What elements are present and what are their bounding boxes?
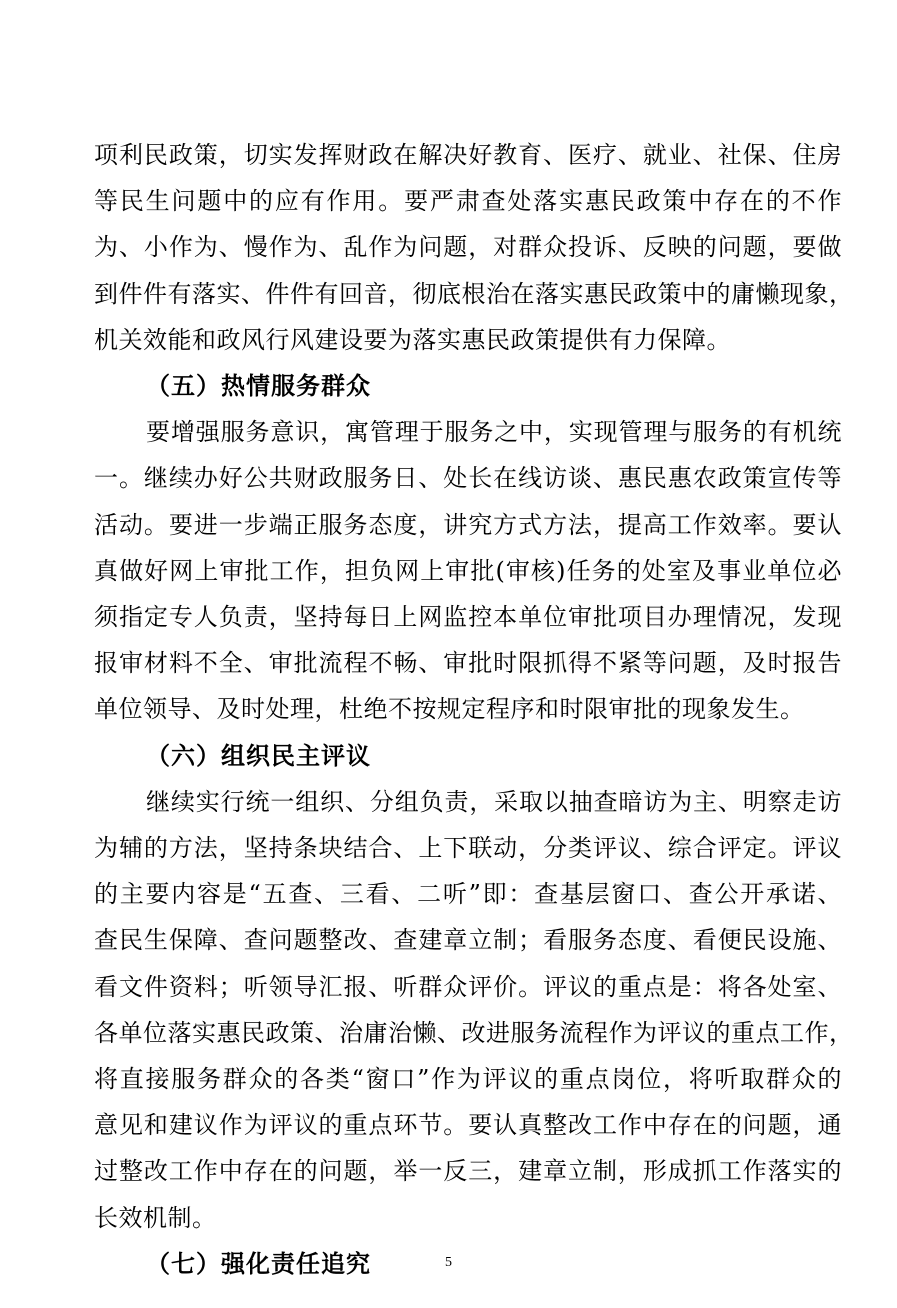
- body-text-line: 机关效能和政风行风建设要为落实惠民政策提供有力保障。: [94, 325, 731, 354]
- body-text-line: 一。继续办好公共财政服务日、处长在线访谈、惠民惠农政策宣传等: [94, 464, 842, 493]
- section-heading-6: （六）组织民主评议: [146, 741, 371, 770]
- body-text-line: 看文件资料；听领导汇报、听群众评价。评议的重点是：将各处室、: [94, 972, 842, 1001]
- body-text-line: 意见和建议作为评议的重点环节。要认真整改工作中存在的问题，通: [94, 1111, 842, 1140]
- body-text-line: 真做好网上审批工作，担负网上审批(审核)任务的处室及事业单位必: [94, 556, 842, 585]
- body-text-line: 单位领导、及时处理，杜绝不按规定程序和时限审批的现象发生。: [94, 695, 805, 724]
- body-text-line: 活动。要进一步端正服务态度，讲究方式方法，提高工作效率。要认: [94, 510, 842, 539]
- body-text-line: 须指定专人负责，坚持每日上网监控本单位审批项目办理情况，发现: [94, 603, 842, 631]
- body-text-line: 为辅的方法，坚持条块结合、上下联动，分类评议、综合评定。评议: [94, 834, 842, 862]
- section-heading-7: （七）强化责任追究: [146, 1249, 371, 1278]
- body-text-line: 项利民政策，切实发挥财政在解决好教育、医疗、就业、社保、住房: [94, 141, 842, 169]
- body-text-line: 查民生保障、查问题整改、查建章立制；看服务态度、看便民设施、: [94, 926, 842, 955]
- body-text-line: 到件件有落实、件件有回音，彻底根治在落实惠民政策中的庸懒现象，: [94, 279, 854, 308]
- body-text-line: 要增强服务意识，寓管理于服务之中，实现管理与服务的有机统: [146, 418, 842, 447]
- body-text-line: 过整改工作中存在的问题，举一反三，建章立制，形成抓工作落实的: [94, 1157, 842, 1186]
- page-number: 5: [445, 1255, 452, 1270]
- body-text-line: 长效机制。: [94, 1203, 217, 1232]
- section-heading-5: （五）热情服务群众: [146, 372, 371, 400]
- body-text-line: 为、小作为、慢作为、乱作为问题，对群众投诉、反映的问题，要做: [94, 233, 842, 262]
- body-text-line: 将直接服务群众的各类“窗口”作为评议的重点岗位，将听取群众的: [94, 1065, 842, 1093]
- body-text-line: 等民生问题中的应有作用。要严肃查处落实惠民政策中存在的不作: [94, 187, 842, 216]
- body-text-line: 各单位落实惠民政策、治庸治懒、改进服务流程作为评议的重点工作，: [94, 1018, 854, 1047]
- body-text-line: 继续实行统一组织、分组负责，采取以抽查暗访为主、明察走访: [146, 787, 842, 816]
- body-text-line: 报审材料不全、审批流程不畅、审批时限抓得不紧等问题，及时报告: [94, 649, 842, 678]
- body-text-line: 的主要内容是“五查、三看、二听”即：查基层窗口、查公开承诺、: [94, 880, 842, 909]
